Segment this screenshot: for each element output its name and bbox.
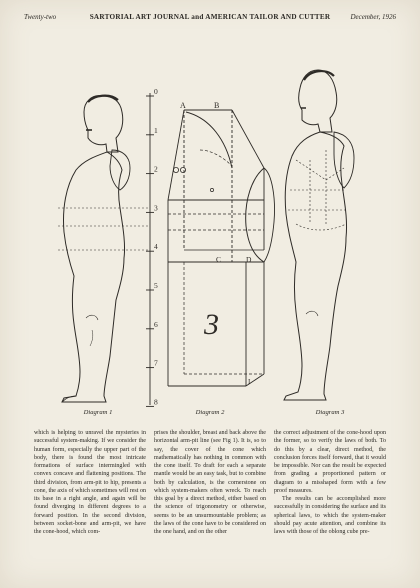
scale-number: 3 bbox=[154, 203, 158, 213]
page-label: Twenty-two bbox=[24, 13, 57, 21]
diagram-2-caption: Diagram 2 bbox=[195, 409, 225, 416]
label-c: C bbox=[216, 255, 222, 264]
paragraph: prises the shoulder, breast and back above the horizontal arm-pit line (see Fig 1). It is, so to say, the cover of the cone which mathematically has nothing in common with the cone itself. To draft for each a separate mantle would be an easy task, but to combine both by calculation, is the cornerstone on which system-makers often wreck. To reach this goal by a direct method, either based on the science of trigonometry or otherwise, seems to be an unsurmountable problem; as the laws of the cone have to be considered on the one hand, and on the other bbox=[154, 430, 266, 535]
paragraph: The results can be accomplished more successfully in considering the surface and its spherical laws, to which the system-maker should pay acute attention, and combine its laws with those of the oblong cube pre- bbox=[274, 496, 386, 535]
diagram-1 bbox=[58, 87, 158, 406]
scale-ticks bbox=[146, 87, 158, 406]
paragraph: the correct adjustment of the cone-hood upon the former, so to verify the laws of both. To do this by a clear, direct method, the conclusion forces itself forward, that it would be impossible. Nor can the result be expected from grading a proportioned pattern or diagram to a misshaped form with a few proof measures. bbox=[274, 430, 386, 494]
label-a: A bbox=[180, 101, 186, 110]
label-d: D bbox=[246, 255, 252, 264]
paragraph: which is helping to unravel the mysteries in successful system-making. If we consider the human form, especially the upper part of the body, there is found the most intricate formations of surface intermingled with convex concave and flattening positions. The third division, from arm-pit to hip, presents a cone, the axis of which sometimes will rest on its base in a right angle, and again will be found diverging in different degrees to a forward position. In the second division, between socket-bone and arm-pit, we have the cone-hood, which com- bbox=[34, 430, 147, 535]
scale-number: 4 bbox=[154, 242, 158, 252]
diagram-numeral: 3 bbox=[204, 308, 219, 341]
label-i: I bbox=[248, 378, 251, 386]
diagram-2 bbox=[168, 101, 275, 386]
scale-number: 2 bbox=[154, 164, 158, 174]
diagram-3 bbox=[284, 70, 354, 400]
scale-number: 5 bbox=[154, 281, 158, 290]
text-column-1 bbox=[34, 429, 146, 536]
scale-number: 8 bbox=[154, 397, 158, 407]
scale-number: 6 bbox=[154, 319, 158, 329]
diagram-3-caption: Diagram 3 bbox=[315, 409, 345, 416]
text-column-2 bbox=[154, 429, 266, 536]
scale-number: 1 bbox=[154, 125, 158, 135]
diagram-1-caption: Diagram 1 bbox=[83, 409, 113, 416]
issue-date: December, 1926 bbox=[350, 13, 396, 21]
journal-title: SARTORIAL ART JOURNAL and AMERICAN TAILOR AND CUTTER bbox=[89, 13, 331, 21]
label-b: B bbox=[214, 101, 220, 110]
text-column-3 bbox=[274, 429, 386, 536]
scale-number: 0 bbox=[154, 87, 158, 96]
scale-number: 7 bbox=[154, 358, 158, 368]
